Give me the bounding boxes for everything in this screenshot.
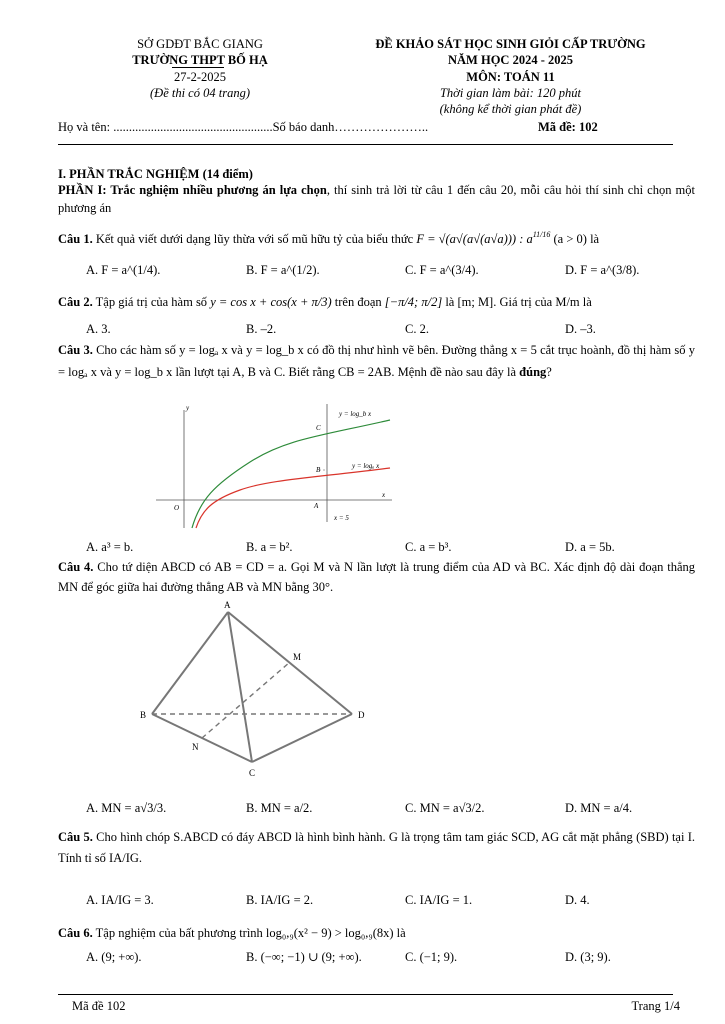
q1-answer-c[interactable]: C. F = a^(3/4). bbox=[405, 263, 479, 277]
q1-cond: (a > 0) bbox=[553, 232, 587, 246]
exam-date: 27-2-2025 bbox=[173, 69, 227, 84]
q5-answer-d[interactable]: D. 4. bbox=[565, 893, 590, 907]
q3-answer-d[interactable]: D. a = 5b. bbox=[565, 540, 615, 554]
q2-answer-b[interactable]: B. –2. bbox=[246, 322, 277, 336]
q2-answer-a[interactable]: A. 3. bbox=[86, 322, 111, 336]
q1-answer-d[interactable]: D. F = a^(3/8). bbox=[565, 263, 640, 277]
q4-answer-c[interactable]: C. MN = a√3/2. bbox=[405, 801, 485, 815]
q1-answer-a[interactable]: A. F = a^(1/4). bbox=[86, 263, 161, 277]
part-title: PHẦN I: Trắc nghiệm nhiều phương án lựa chọn bbox=[58, 183, 327, 197]
curve-log-b bbox=[192, 420, 390, 528]
q2-text: Tập giá trị của hàm số bbox=[95, 295, 208, 309]
footer-page-number: Trang 1/4 bbox=[631, 999, 680, 1013]
pages-note: (Đề thi có 04 trang) bbox=[150, 85, 250, 100]
department: SỞ GDĐT BẮC GIANG bbox=[137, 37, 263, 51]
school-name: TRƯỜNG THPT BỐ HẠ bbox=[132, 53, 268, 68]
graph-line-label: x = 5 bbox=[334, 514, 349, 522]
q3-answer-a[interactable]: A. a³ = b. bbox=[86, 540, 134, 554]
q1-exp: 11/16 bbox=[532, 230, 551, 239]
q6-text: Tập nghiệm của bất phương trình log₀,₉(x² − 9) > log₀,₉(8x) là bbox=[95, 926, 406, 940]
q2-interval: [−π/4; π/2] bbox=[384, 295, 443, 309]
q5-answer-b[interactable]: B. IA/IG = 2. bbox=[246, 893, 314, 907]
q2-mid: trên đoạn bbox=[334, 295, 382, 309]
q2-answer-d[interactable]: D. –3. bbox=[565, 322, 596, 336]
log-graph bbox=[150, 400, 400, 530]
exam-code: Mã đề: 102 bbox=[538, 120, 598, 134]
id-field: Số báo danh………………….. bbox=[272, 120, 429, 134]
part-text: , thí sinh trả lời từ câu 1 đến câu 20, mỗi câu hỏi thí sinh chỉ chọn một phương án bbox=[58, 183, 695, 216]
q1-label: Câu 1. bbox=[58, 232, 93, 246]
q6-answer-c[interactable]: C. (−1; 9). bbox=[405, 950, 458, 964]
graph-point-a: A bbox=[314, 502, 319, 510]
q4-label: Câu 4. bbox=[58, 560, 94, 574]
q2-tail: là [m; M]. Giá trị của M/m là bbox=[445, 295, 592, 309]
duration: Thời gian làm bài: 120 phút bbox=[439, 85, 582, 100]
graph-y-label: y bbox=[186, 404, 190, 412]
q4-text: Cho tứ diện ABCD có AB = CD = a. Gọi M và N lần lượt là trung điểm của AD và BC. Xác định độ dài đoạn thẳng MN để góc giữa hai đường thẳng AB và MN bằng 30°. bbox=[58, 560, 695, 594]
footer-divider bbox=[58, 994, 673, 995]
edge-ac bbox=[228, 612, 252, 762]
q4-answer-d[interactable]: D. MN = a/4. bbox=[565, 801, 633, 815]
question-4 bbox=[58, 557, 695, 597]
tetrahedron-figure bbox=[130, 598, 380, 783]
edge-cd bbox=[252, 714, 352, 762]
edge-ad bbox=[228, 612, 352, 714]
q3-tail: ? bbox=[546, 364, 552, 379]
q3-answer-b[interactable]: B. a = b². bbox=[246, 540, 293, 554]
q6-answer-b[interactable]: B. (−∞; −1) ∪ (9; +∞). bbox=[246, 950, 362, 964]
q2-answer-c[interactable]: C. 2. bbox=[405, 322, 429, 336]
q4-answer-a[interactable]: A. MN = a√3/3. bbox=[86, 801, 167, 815]
q5-text: Cho hình chóp S.ABCD có đáy ABCD là hình bình hành. G là trọng tâm tam giác SCD, AG cắt mặt phẳng (SBD) tại I. Tính tỉ số IA/IG. bbox=[58, 830, 695, 866]
q5-answer-c[interactable]: C. IA/IG = 1. bbox=[405, 893, 473, 907]
q3-emphasis: đúng bbox=[519, 364, 547, 379]
name-field: Họ và tên: ................................................... bbox=[58, 120, 273, 134]
graph-curve-b-label: y = log_b x bbox=[339, 410, 372, 418]
section-title: I. PHẦN TRẮC NGHIỆM (14 điểm) bbox=[58, 167, 253, 181]
edge-ab bbox=[152, 612, 228, 714]
header-right bbox=[338, 36, 683, 117]
graph-x-label: x bbox=[382, 491, 386, 499]
candidate-info-row bbox=[58, 119, 678, 136]
point-n: N bbox=[192, 742, 199, 752]
q1-answer-b[interactable]: B. F = a^(1/2). bbox=[246, 263, 320, 277]
q5-label: Câu 5. bbox=[58, 830, 93, 844]
graph-curve-a-label: y = logₐ x bbox=[352, 462, 380, 470]
question-5 bbox=[58, 827, 695, 870]
q2-label: Câu 2. bbox=[58, 295, 93, 309]
vertex-b: B bbox=[140, 710, 147, 720]
q1-tail: là bbox=[590, 232, 600, 246]
q1-text: Kết quả viết dưới dạng lũy thừa với số mũ hữu tỷ của biểu thức bbox=[95, 232, 414, 246]
q6-answer-a[interactable]: A. (9; +∞). bbox=[86, 950, 142, 964]
q1-expr: F = √(a√(a√(a√a))) : a bbox=[416, 232, 533, 246]
question-1 bbox=[58, 229, 695, 248]
question-2 bbox=[58, 293, 695, 311]
header-divider bbox=[58, 144, 673, 145]
q3-answer-c[interactable]: C. a = b³. bbox=[405, 540, 452, 554]
question-6 bbox=[58, 924, 695, 942]
q5-answer-a[interactable]: A. IA/IG = 3. bbox=[86, 893, 154, 907]
school-year: NĂM HỌC 2024 - 2025 bbox=[448, 53, 573, 68]
header-left bbox=[100, 36, 300, 101]
question-3 bbox=[58, 340, 695, 384]
point-m: M bbox=[293, 652, 302, 662]
q3-label: Câu 3. bbox=[58, 343, 93, 357]
q4-answer-b[interactable]: B. MN = a/2. bbox=[246, 801, 313, 815]
section-instructions bbox=[58, 181, 695, 217]
vertex-c: C bbox=[249, 768, 256, 778]
curve-log-a bbox=[196, 468, 390, 528]
q2-expr: y = cos x + cos(x + π/3) bbox=[210, 295, 332, 309]
graph-point-b: B bbox=[316, 466, 321, 474]
exam-title: ĐỀ KHẢO SÁT HỌC SINH GIỎI CẤP TRƯỜNG bbox=[375, 37, 646, 51]
subject: MÔN: TOÁN 11 bbox=[466, 69, 555, 84]
footer-exam-code: Mã đề 102 bbox=[72, 999, 126, 1013]
school-underline bbox=[172, 67, 224, 68]
vertex-d: D bbox=[358, 710, 365, 720]
duration-note: (không kể thời gian phát đề) bbox=[439, 102, 582, 116]
q3-text: Cho các hàm số y = logₐ x và y = log_b x có đồ thị như hình vẽ bên. Đường thẳng x = 5 cắt trục hoành, đồ thị hàm số y = logₐ x và y = log_b x lần lượt tại A, B và C. Biết rằng CB = 2AB. Mệnh đề nào sau đây là bbox=[58, 343, 695, 379]
graph-point-c: C bbox=[316, 424, 321, 432]
q6-answer-d[interactable]: D. (3; 9). bbox=[565, 950, 611, 964]
q6-label: Câu 6. bbox=[58, 926, 93, 940]
vertex-a: A bbox=[224, 600, 231, 610]
graph-origin-label: O bbox=[174, 504, 180, 512]
